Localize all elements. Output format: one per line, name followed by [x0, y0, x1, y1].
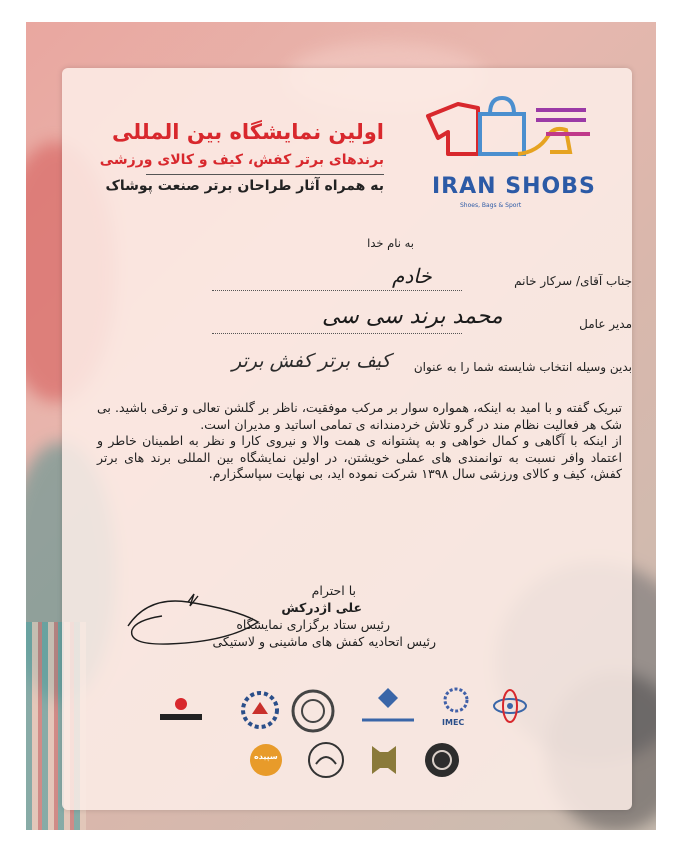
manager-label: مدیر عامل: [579, 317, 632, 331]
certificate: [62, 68, 632, 810]
recipient-label: جناب آقای/ سرکار خانم: [514, 274, 632, 288]
sponsor-gear-logo: [240, 690, 280, 730]
event-tagline: به همراه آثار طراحان برتر صنعت پوشاک: [105, 178, 384, 194]
signature: [118, 588, 268, 658]
sponsor-seal-logo: [290, 688, 336, 734]
sponsor-orange-text: سپیده: [254, 752, 278, 761]
recipient-handwritten: خادم: [392, 264, 432, 288]
logo-wordmark: IRAN SHOBS: [432, 174, 596, 199]
signer-role: رئیس ستاد برگزاری نمایشگاه: [236, 617, 390, 632]
recipient-dotted-line: [212, 290, 462, 291]
sponsor-atom-logo: [490, 686, 530, 726]
title-label: بدین وسیله انتخاب شایسته شما را به عنوان: [413, 360, 632, 374]
sponsor-chamber-logo: [358, 684, 418, 728]
manager-dotted-line: [212, 333, 462, 334]
body-paragraph: از اینکه با آگاهی و کمال خواهی و به پشتوانه ی همت والا و نیروی کارا و نظر به اطمینان خاطر و اعتماد وافر نسبت به توانمندی های عملی خویشتن، در اولین نمایشگاه بین المللی برند های برتر کفش، کیف و کالای ورزشی سال ۱۳۹۸ شرکت نموده اید، بی نهایت سپاسگزارم.: [97, 433, 622, 481]
body-paragraph: تبریک گفته و با امید به اینکه، همواره سوار بر مرکب موفقیت، ناظر بر گلشن تعالی و ترقی باشید. بی شک هر فعالیت نظام مند در گرو تلاش خردمندانه ی تمامی اساتید و مدیران است.: [97, 400, 622, 432]
sponsor-leather-logo: [364, 740, 404, 780]
title-handwritten: کیف برتر کفش برتر: [232, 350, 391, 372]
signer-role: رئیس اتحادیه کفش های ماشینی و لاستیکی: [212, 634, 436, 649]
certificate-body: [97, 400, 622, 483]
imec-label: IMEC: [442, 718, 465, 727]
closing-regards: با احترام: [311, 583, 356, 598]
logo-tagline: Shoes, Bags & Sport: [460, 202, 522, 209]
sponsor-logo-red: [158, 696, 204, 726]
header-divider: [146, 174, 384, 175]
sponsor-dark-seal: [422, 740, 462, 780]
imec-logo: [436, 686, 476, 722]
manager-handwritten: محمد برند سی سی: [322, 304, 503, 329]
event-title: اولین نمایشگاه بین المللی: [111, 120, 384, 144]
salutation: به نام خدا: [367, 236, 414, 250]
event-subtitle: برندهای برتر کفش، کیف و کالای ورزشی: [99, 152, 384, 168]
signer-name: علی اژدرکش: [281, 600, 362, 615]
sponsor-round-seal: [306, 740, 346, 780]
